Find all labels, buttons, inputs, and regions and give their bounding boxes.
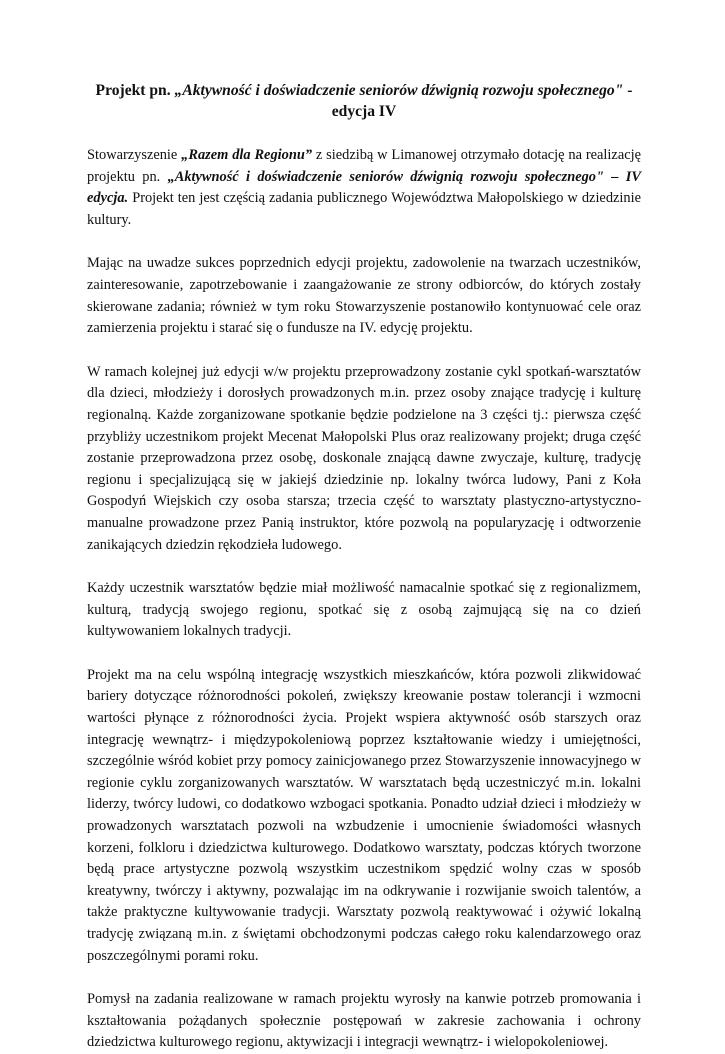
organization-name: „Razem dla Regionu” [181,147,313,163]
project-name: „Aktywność i doświadczenie seniorów dźwignią rozwoju społecznego" – IV edycja. [87,168,641,207]
paragraph-workshops: W ramach kolejnej już edycji w/w projektu przeprowadzony zostanie cykl spotkań-warsztatów dla dzieci, młodzieży i dorosłych prowadzonych m.in. przez osoby znające tradycję i kulturę regionalną. Każde zorganizowane spotkanie będzie podzielone na 3 części tj.: pierwsza część przybliży uczestnikom projekt Mecenat Małopolski Plus oraz realizowany projekt; druga część zostanie przeprowadzona przez osobę, doskonale znającą dawne zwyczaje, kulturę, tradycję regionu i specjalizującą się w jakiejś dziedzinie np. lokalny twórca ludowy, Pani z Koła Gospodyń Wiejskich czy osoba starsza; trzecia część to warsztaty plastyczno-artystyczno-manualne prowadzone przez Panią instruktor, które pozwolą na popularyzację i odtworzenie zanikających dziedzin rękodzieła ludowego. [87,363,641,553]
paragraph-participants: Każdy uczestnik warsztatów będzie miał możliwość namacalnie spotkać się z regionalizmem, kulturą, tradycją swojego regionu, spotkać się z osobą zajmującą się na co dzień kultywowaniem lokalnych tradycji. [87,580,641,640]
document-title [87,80,641,122]
intro-text-3: Projekt ten jest częścią zadania publicznego Województwa Małopolskiego w dziedzinie kultury. [87,190,641,228]
title-prefix: Projekt pn. [95,82,175,99]
intro-text-2: z siedzibą w Limanowej otrzymało dotację na realizację projektu pn. [87,147,641,185]
paragraph-background: Mając na uwadze sukces poprzednich edycji projektu, zadowolenie na twarzach uczestników, zainteresowanie, zapotrzebowanie i zaangażowanie ze strony odbiorców, do których zostały skierowane zadania; również w tym roku Stowarzyszenie postanowiło kontynuować cele oraz zamierzenia projektu i starać się o fundusze na IV. edycję projektu. [87,255,641,337]
paragraph-origin: Pomysł na zadania realizowane w ramach projektu wyrosły na kanwie potrzeb promowania i kształtowania pożądanych społecznie postępowań w zakresie zachowania i ochrony dziedzictwa kulturowego regionu, aktywizacji i integracji wewnątrz- i wielopokoleniowej. [87,991,641,1051]
title-project-name: „Aktywność i doświadczenie seniorów dźwignią rozwoju społecznego" [174,82,624,99]
paragraph-intro [87,145,641,231]
title-suffix: - edycja IV [331,82,633,120]
paragraph-goals: Projekt ma na celu wspólną integrację wszystkich mieszkańców, która pozwoli zlikwidować bariery dotyczące różnorodności pokoleń, zwiększy kreowanie postaw tolerancji i wzmocni wartości płynące z różnorodności życia. Projekt wspiera aktywność osób starszych oraz integrację wewnątrz- i międzypokoleniową poprzez kształtowanie wiedzy i umiejętności, szczególnie wśród kobiet przy pomocy zainicjowanego przez Stowarzyszenie innowacyjnego w regionie cyklu zorganizowanych warsztatów. W warsztatach będą uczestniczyć m.in. lokalni liderzy, twórcy ludowi, co dodatkowo wzbogaci spotkania. Ponadto udział dzieci i młodzieży w prowadzonych warsztatach pozwoli na wzbudzenie i umocnienie świadomości własnych korzeni, folkloru i dziedzictwa kulturowego. Dodatkowo warsztaty, podczas których tworzone będą prace artystyczne pozwolą wszystkim uczestnikom spędzić wolny czas w sposób kreatywny, twórczy i aktywny, pozwalając im na odkrywanie i rozwijanie swoich talentów, a także praktyczne kultywowanie tradycji. Warsztaty pozwolą reaktywować i ożywić lokalną tradycję związaną m.in. z świętami obchodzonymi podczas całego roku kalendarzowego oraz poszczególnymi porami roku. [87,666,641,964]
intro-text-1: Stowarzyszenie [87,147,182,163]
